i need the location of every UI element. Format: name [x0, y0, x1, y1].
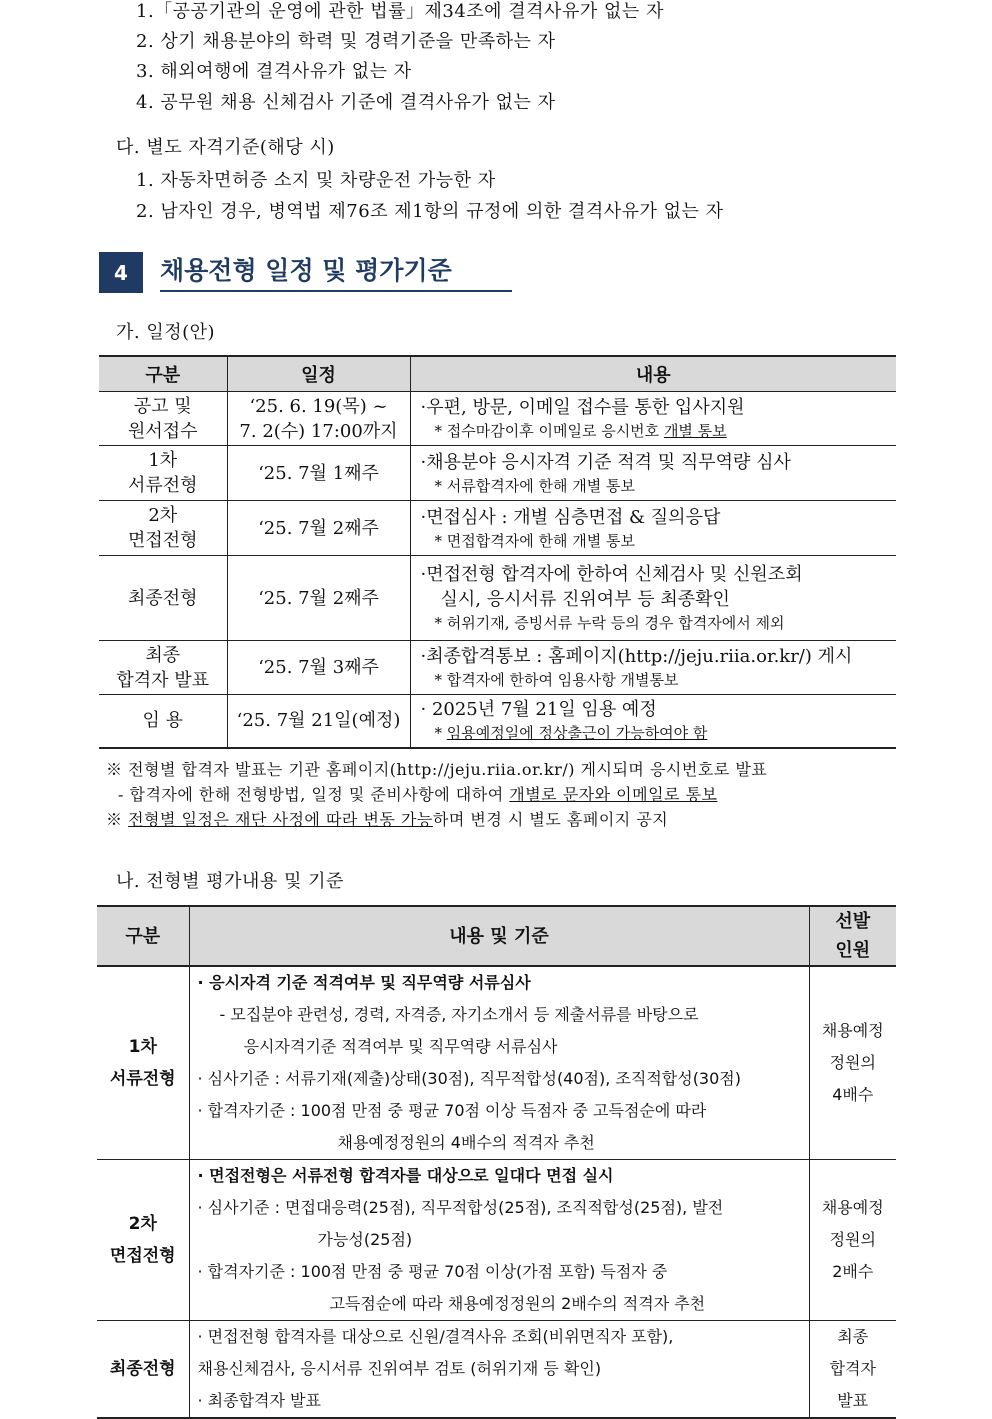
criteria-line: · 면접전형 합격자를 대상으로 신원/결격사유 조회(비위면직자 포함),: [197, 1327, 674, 1346]
content: 실시, 응시서류 진위여부 등 최종확인: [440, 589, 730, 610]
category: 원서접수: [127, 420, 198, 442]
table-row: [97, 1321, 896, 1419]
category: 서류전형: [109, 1069, 176, 1089]
header-date: 일정: [227, 356, 410, 392]
table-row: [97, 1160, 896, 1321]
sub-heading-da: 다. 별도 자격기준(해당 시): [116, 137, 335, 158]
selection: 정원의: [829, 1230, 876, 1249]
note-mark: ※: [106, 810, 129, 829]
note: * 면접합격자에 한해 개별 통보: [434, 531, 635, 550]
note-line: [106, 808, 668, 832]
list-item: 4. 공무원 채용 신체검사 기준에 결격사유가 없는 자: [136, 92, 556, 113]
table-row: [97, 966, 896, 1160]
category: 임 용: [99, 695, 227, 748]
header-selection: 인원: [835, 940, 871, 961]
date: ‘25. 7월 3째주: [258, 657, 379, 678]
table-row: [99, 695, 896, 748]
criteria-line: · 응시자격 기준 적격여부 및 직무역량 서류심사: [197, 973, 531, 992]
content: ·면접심사 : 개별 심층면접 & 질의응답: [420, 506, 721, 528]
date: ‘25. 7월 21일(예정): [227, 695, 410, 748]
date: ‘25. 7월 2째주: [258, 517, 379, 539]
selection: 발표: [837, 1391, 869, 1410]
note-line: [118, 783, 718, 807]
criteria-line: 고득점순에 따라 채용예정정원의 2배수의 적격자 추천: [329, 1294, 706, 1313]
criteria-line: 채용신체검사, 응시서류 진위여부 검토 (허위기재 등 확인): [197, 1359, 602, 1378]
content: ·최종합격통보 : 홈페이지(http://jeju.riia.or.kr/) 게시: [420, 646, 853, 667]
note-underlined: 개별 통보: [663, 422, 727, 440]
content: · 2025년 7월 21일 임용 예정: [420, 699, 657, 721]
selection: 4배수: [832, 1085, 874, 1104]
note-underlined: 개별로 문자와 이메일로 통보: [509, 785, 718, 804]
sub-heading-ga: 가. 일정(안): [116, 322, 216, 343]
selection: 최종: [837, 1327, 869, 1346]
list-item: 2. 상기 채용분야의 학력 및 경력기준을 만족하는 자: [136, 31, 556, 52]
category: 2차: [128, 1214, 157, 1234]
header-selection: 선발: [835, 911, 871, 932]
date: ‘25. 7월 2째주: [258, 587, 379, 609]
table-row: [99, 392, 896, 446]
table-row: [99, 501, 896, 556]
criteria-line: · 심사기준 : 면접대응력(25점), 직무적합성(25점), 조직적합성(25점), 발전: [197, 1198, 724, 1217]
schedule-table: [99, 355, 896, 749]
content: ·면접전형 합격자에 한하여 신체검사 및 신원조회: [420, 564, 803, 585]
criteria-line: - 모집분야 관련성, 경력, 자격증, 자기소개서 등 제출서류를 바탕으로: [219, 1005, 699, 1024]
note-underlined: 전형별 일정은 재단 사정에 따라 변동 가능: [128, 810, 433, 829]
category: 1차: [128, 1037, 157, 1057]
table-header-row: [97, 906, 896, 966]
note: *: [434, 724, 447, 743]
category: 1차: [148, 450, 178, 471]
list-item: 1.「공공기관의 운영에 관한 법률」제34조에 결격사유가 없는 자: [136, 1, 664, 22]
selection: 채용예정: [821, 1021, 884, 1040]
header-category: 구분: [99, 356, 227, 392]
criteria-line: · 합격자기준 : 100점 만점 중 평균 70점 이상 득점자 중 고득점순에 따라: [197, 1101, 707, 1120]
category: 합격자 발표: [116, 669, 210, 691]
note-text: 하며 변경 시 별도 홈페이지 공지: [432, 810, 669, 829]
sub-heading-na: 나. 전형별 평가내용 및 기준: [116, 871, 344, 892]
selection: 2배수: [832, 1262, 874, 1281]
category: 최종: [145, 644, 181, 666]
list-item: 2. 남자인 경우, 병역법 제76조 제1항의 규정에 의한 결격사유가 없는 자: [136, 201, 724, 222]
selection: 채용예정: [821, 1198, 884, 1217]
note: * 허위기재, 증빙서류 누락 등의 경우 합격자에서 제외: [434, 614, 785, 632]
table-header-row: [99, 356, 896, 392]
header-content: 내용: [410, 356, 896, 392]
date: 7. 2(수) 17:00까지: [239, 420, 398, 442]
note-underlined: 임용예정일에 정상출근이 가능하여야 함: [446, 724, 708, 743]
section-number: 4: [99, 252, 143, 293]
note: * 접수마감이후 이메일로 응시번호: [434, 422, 664, 440]
category: 공고 및: [133, 395, 192, 417]
selection: 정원의: [829, 1053, 876, 1072]
date: ‘25. 6. 19(목) ~: [249, 395, 388, 417]
header-category: 구분: [97, 906, 189, 966]
content: ·채용분야 응시자격 기준 적격 및 직무역량 심사: [420, 451, 791, 473]
header-content: 내용 및 기준: [189, 906, 809, 966]
criteria-line: · 합격자기준 : 100점 만점 중 평균 70점 이상(가점 포함) 득점자 중: [197, 1262, 668, 1281]
category: 2차: [148, 505, 178, 526]
category: 서류전형: [127, 475, 198, 496]
table-row: [99, 641, 896, 695]
category: 최종전형: [127, 587, 198, 609]
category: 면접전형: [127, 530, 198, 551]
criteria-line: 응시자격기준 적격여부 및 직무역량 서류심사: [243, 1037, 558, 1056]
category: 최종전형: [97, 1321, 189, 1419]
criteria-line: · 심사기준 : 서류기재(제출)상태(30점), 직무적합성(40점), 조직적합성(30점): [197, 1069, 741, 1088]
evaluation-table: [97, 905, 896, 1419]
note: * 서류합격자에 한해 개별 통보: [434, 476, 635, 495]
list-item: 1. 자동차면허증 소지 및 차량운전 가능한 자: [136, 170, 496, 191]
note-text: - 합격자에 한해 전형방법, 일정 및 준비사항에 대하여: [118, 785, 510, 804]
table-row: [99, 556, 896, 641]
note: * 합격자에 한하여 임용사항 개별통보: [434, 671, 679, 689]
criteria-line: 가능성(25점): [317, 1230, 413, 1249]
table-row: [99, 446, 896, 501]
criteria-line: · 면접전형은 서류전형 합격자를 대상으로 일대다 면접 실시: [197, 1166, 614, 1185]
criteria-line: · 최종합격자 발표: [197, 1391, 321, 1410]
criteria-line: 채용예정정원의 4배수의 적격자 추천: [337, 1133, 595, 1152]
list-item: 3. 해외여행에 결격사유가 없는 자: [136, 61, 412, 82]
section-title: 채용전형 일정 및 평가기준: [160, 252, 512, 292]
content: ·우편, 방문, 이메일 접수를 통한 입사지원: [420, 397, 745, 418]
note-line: ※ 전형별 합격자 발표는 기관 홈페이지(http://jeju.riia.or.kr/) 게시되며 응시번호로 발표: [106, 760, 768, 779]
date: ‘25. 7월 1째주: [258, 462, 379, 484]
category: 면접전형: [109, 1246, 176, 1266]
selection: 합격자: [829, 1359, 876, 1378]
